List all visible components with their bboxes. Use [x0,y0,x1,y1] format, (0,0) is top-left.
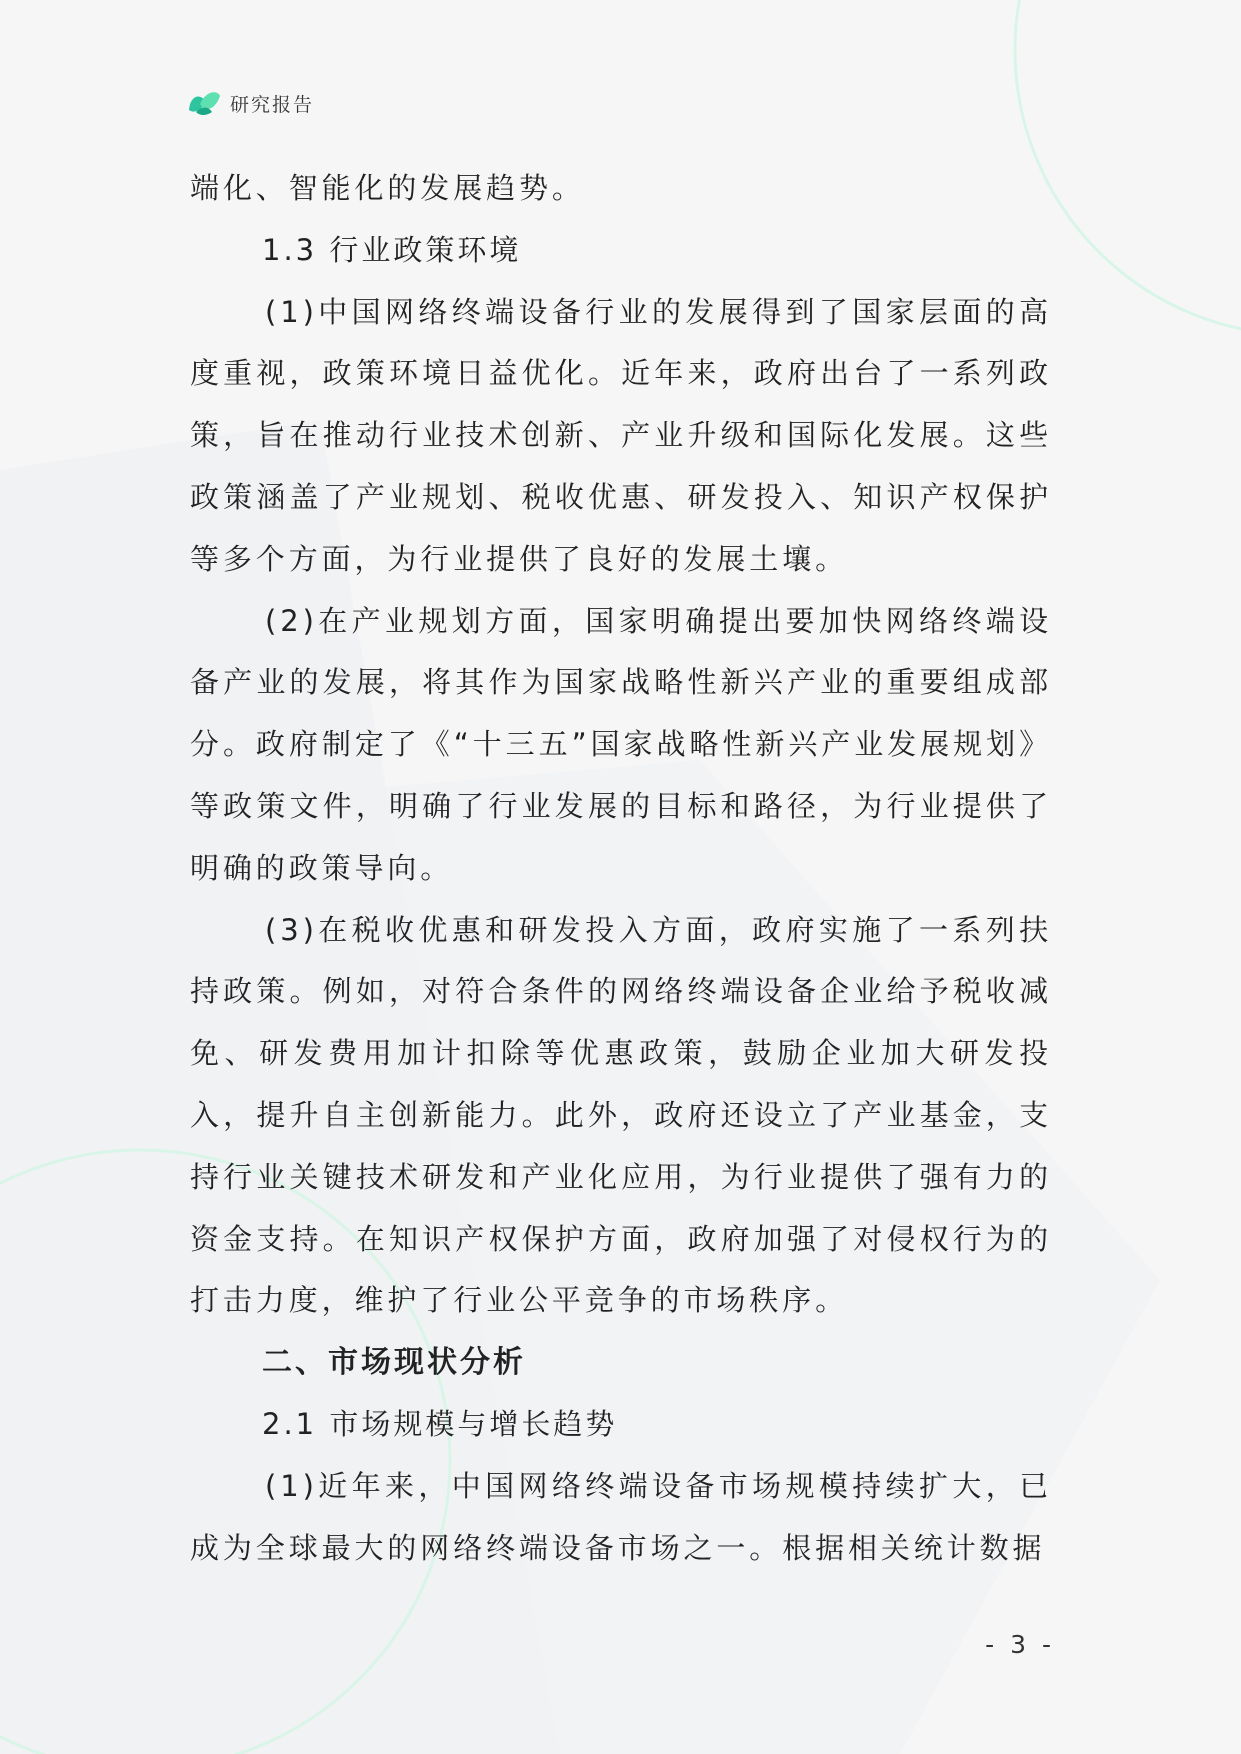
paragraph-4: (1)近年来，中国网络终端设备市场规模持续扩大，已成为全球最大的网络终端设备市场之一。根据相关统计数据 [190,1468,1052,1565]
paragraph-continuation: 端化、智能化的发展趋势。 [190,171,585,205]
paragraph-2: (2)在产业规划方面，国家明确提出要加快网络终端设备产业的发展，将其作为国家战略性新兴产业的重要组成部分。政府制定了《“十三五”国家战略性新兴产业发展规划》等政策文件，明确了行业发展的目标和路径，为行业提供了明确的政策导向。 [190,603,1052,885]
paragraph-3: (3)在税收优惠和研发投入方面，政府实施了一系列扶持政策。例如，对符合条件的网络终端设备企业给予税收减免、研发费用加计扣除等优惠政策，鼓励企业加大研发投入，提升自主创新能力。此外，政府还设立了产业基金，支持行业关键技术研发和产业化应用，为行业提供了强有力的资金支持。在知识产权保护方面，政府加强了对侵权行为的打击力度，维护了行业公平竞争的市场秩序。 [190,912,1052,1318]
header-title: 研究报告 [230,93,315,116]
page-number: - 3 - [985,1630,1055,1659]
section-heading-1-3: 1.3 行业政策环境 [262,232,522,267]
report-header [186,88,314,118]
section-heading-2-1: 2.1 市场规模与增长趋势 [262,1406,618,1441]
leaf-logo-icon [186,88,222,118]
chapter-heading-2: 二、市场现状分析 [262,1345,526,1381]
document-body [190,158,1052,1579]
paragraph-1: (1)中国网络终端设备行业的发展得到了国家层面的高度重视，政策环境日益优化。近年来，政府出台了一系列政策，旨在推动行业技术创新、产业升级和国际化发展。这些政策涵盖了产业规划、税收优惠、研发投入、知识产权保护等多个方面，为行业提供了良好的发展土壤。 [190,294,1052,576]
